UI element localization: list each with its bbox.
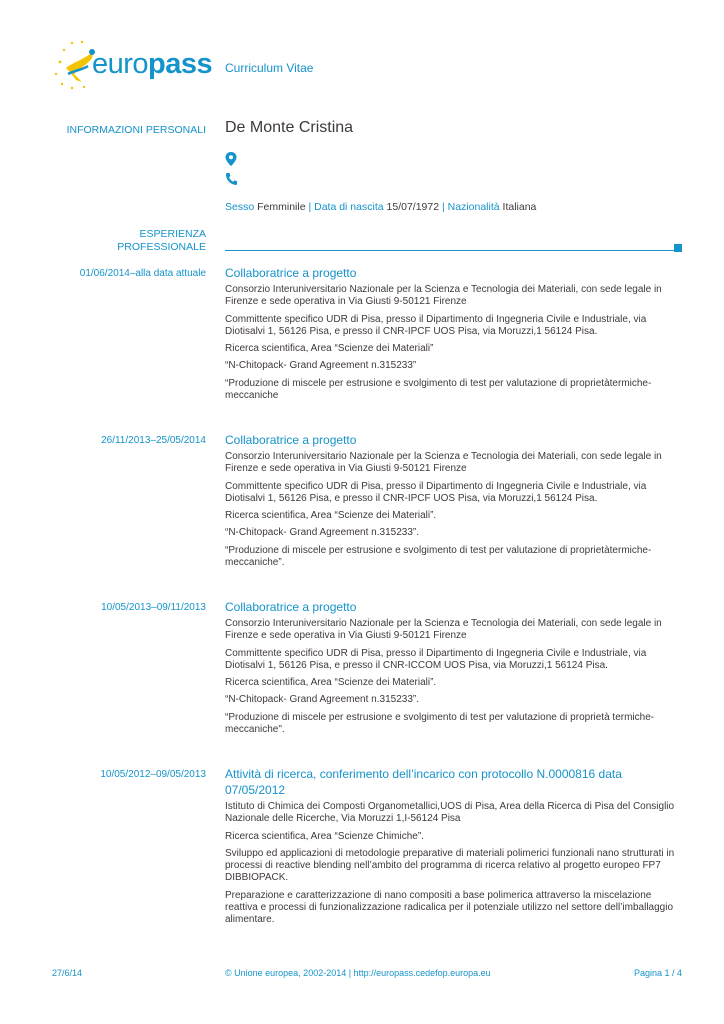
europass-logo [52, 40, 212, 90]
entry-title: Collaboratrice a progetto [225, 266, 357, 280]
entry-title: Attività di ricerca, conferimento dell’incarico con protocollo N.0000816 data 07/05/2012 [225, 767, 622, 797]
nationality-value: Italiana [502, 201, 537, 213]
entry-paragraph: Ricerca scientifica, Area “Scienze dei Materiali”. [225, 677, 437, 689]
sex-value: Femminile [257, 201, 306, 213]
entry-paragraph: Sviluppo ed applicazioni di metodologie preparative di materiali polimerici funzionali nano strutturati in processi di reactive blending nell’ambito del programma di ricerca relativo al progetto europeo FP7 DIBBIOPACK. [225, 847, 675, 884]
phone-icon [225, 172, 237, 186]
person-name: De Monte Cristina [225, 119, 354, 136]
entry-paragraph: Ricerca scientifica, Area “Scienze Chimiche”. [225, 830, 424, 842]
entry-paragraph: “Produzione di miscele per estrusione e svolgimento di test per valutazione di proprietà termiche-meccaniche". [225, 711, 655, 736]
location-pin-icon [225, 152, 237, 166]
document-title: Curriculum Vitae [225, 61, 314, 75]
experience-entry [225, 766, 680, 932]
entry-date: 26/11/2013–25/05/2014 [101, 435, 206, 446]
experience-entry [225, 432, 680, 574]
entry-paragraph: Committente specifico UDR di Pisa, presso il Dipartimento di Ingegneria Civile e Industriale, via Diotisalvi 1, 56126 Pisa, e presso il CNR-IPCF UOS Pisa, via Moruzzi,1 56124 Pisa. [225, 480, 647, 504]
dob-label: Data di nascita [314, 201, 384, 213]
entry-paragraph: Ricerca scientifica, Area “Scienze dei Materiali” [225, 343, 434, 355]
entry-paragraph: Consorzio Interuniversitario Nazionale per la Scienza e Tecnologia dei Materiali, con sede legale in Firenze e sede operativa in Via Giusti 9-50121 Firenze [225, 618, 662, 642]
nationality-label: Nazionalità [447, 201, 500, 213]
entry-paragraph: Consorzio Interuniversitario Nazionale per la Scienza e Tecnologia dei Materiali, con sede legale in Firenze e sede operativa in Via Giusti 9-50121 Firenze [225, 451, 662, 475]
footer-copyright: © Unione europea, 2002-2014 | http://europass.cedefop.europa.eu [225, 968, 491, 978]
entry-paragraph: Istituto di Chimica dei Composti Organometallici,UOS di Pisa, Area della Ricerca di Pisa del Consiglio Nazionale delle Ricerche, Via Moruzzi 1,I-56124 Pisa [225, 801, 675, 825]
section-label-experience [117, 228, 206, 254]
entry-paragraph: “Produzione di miscele per estrusione e svolgimento di test per valutazione di proprietàtermiche-meccaniche”. [225, 544, 652, 569]
entry-paragraph: “N-Chitopack- Grand Agreement n.315233”. [225, 527, 419, 539]
section-divider-marker [674, 244, 682, 252]
entry-paragraph: Consorzio Interuniversitario Nazionale per la Scienza e Tecnologia dei Materiali, con sede legale in Firenze e sede operativa in Via Giusti 9-50121 Firenze [225, 284, 662, 308]
entry-date: 10/05/2012–09/05/2013 [100, 769, 206, 780]
entry-paragraph: Preparazione e caratterizzazione di nano compositi a base polimerica attraverso la miscelazione reattiva e processi di funzionalizzazione radicalica per il potenziale utilizzo nel settore dell’imballaggio alimentare. [225, 889, 674, 926]
entry-date: 01/06/2014–alla data attuale [79, 268, 206, 279]
entry-paragraph: “Produzione di miscele per estrusione e svolgimento di test per valutazione di proprietàtermiche-meccaniche [225, 377, 652, 402]
section-divider [225, 250, 674, 251]
entry-paragraph: “N-Chitopack- Grand Agreement n.315233” [225, 360, 417, 372]
section-label-personal: INFORMAZIONI PERSONALI [66, 124, 206, 136]
section-label-experience-line2: PROFESSIONALE [117, 241, 206, 253]
sex-label: Sesso [225, 201, 255, 213]
entry-title: Collaboratrice a progetto [225, 433, 357, 447]
footer-page-number: Pagina 1 / 4 [633, 968, 682, 978]
experience-entry [225, 599, 680, 741]
footer-date: 27/6/14 [52, 968, 83, 978]
dob-value: 15/07/1972 [386, 201, 440, 213]
section-label-experience-line1: ESPERIENZA [139, 228, 206, 240]
experience-entry [225, 265, 680, 407]
entry-paragraph: Ricerca scientifica, Area “Scienze dei Materiali”. [225, 510, 437, 522]
entry-paragraph: Committente specifico UDR di Pisa, presso il Dipartimento di Ingegneria Civile e Industriale, via Diotisalvi 1, 56126 Pisa, e presso il CNR-ICCOM UOS Pisa, via Moruzzi,1 56124 Pisa. [225, 647, 647, 671]
entry-paragraph: Committente specifico UDR di Pisa, presso il Dipartimento di Ingegneria Civile e Industriale, via Diotisalvi 1, 56126 Pisa, e presso il CNR-IPCF UOS Pisa, via Moruzzi,1 56124 Pisa. [225, 313, 647, 337]
entry-paragraph: “N-Chitopack- Grand Agreement n.315233”. [225, 694, 419, 706]
personal-details-line: Sesso Femminile | Data di nascita 15/07/1972 | Nazionalità Italiana [225, 201, 537, 213]
entry-title: Collaboratrice a progetto [225, 600, 357, 614]
entry-date: 10/05/2013–09/11/2013 [101, 602, 206, 613]
europass-wordmark: europass [92, 48, 213, 80]
